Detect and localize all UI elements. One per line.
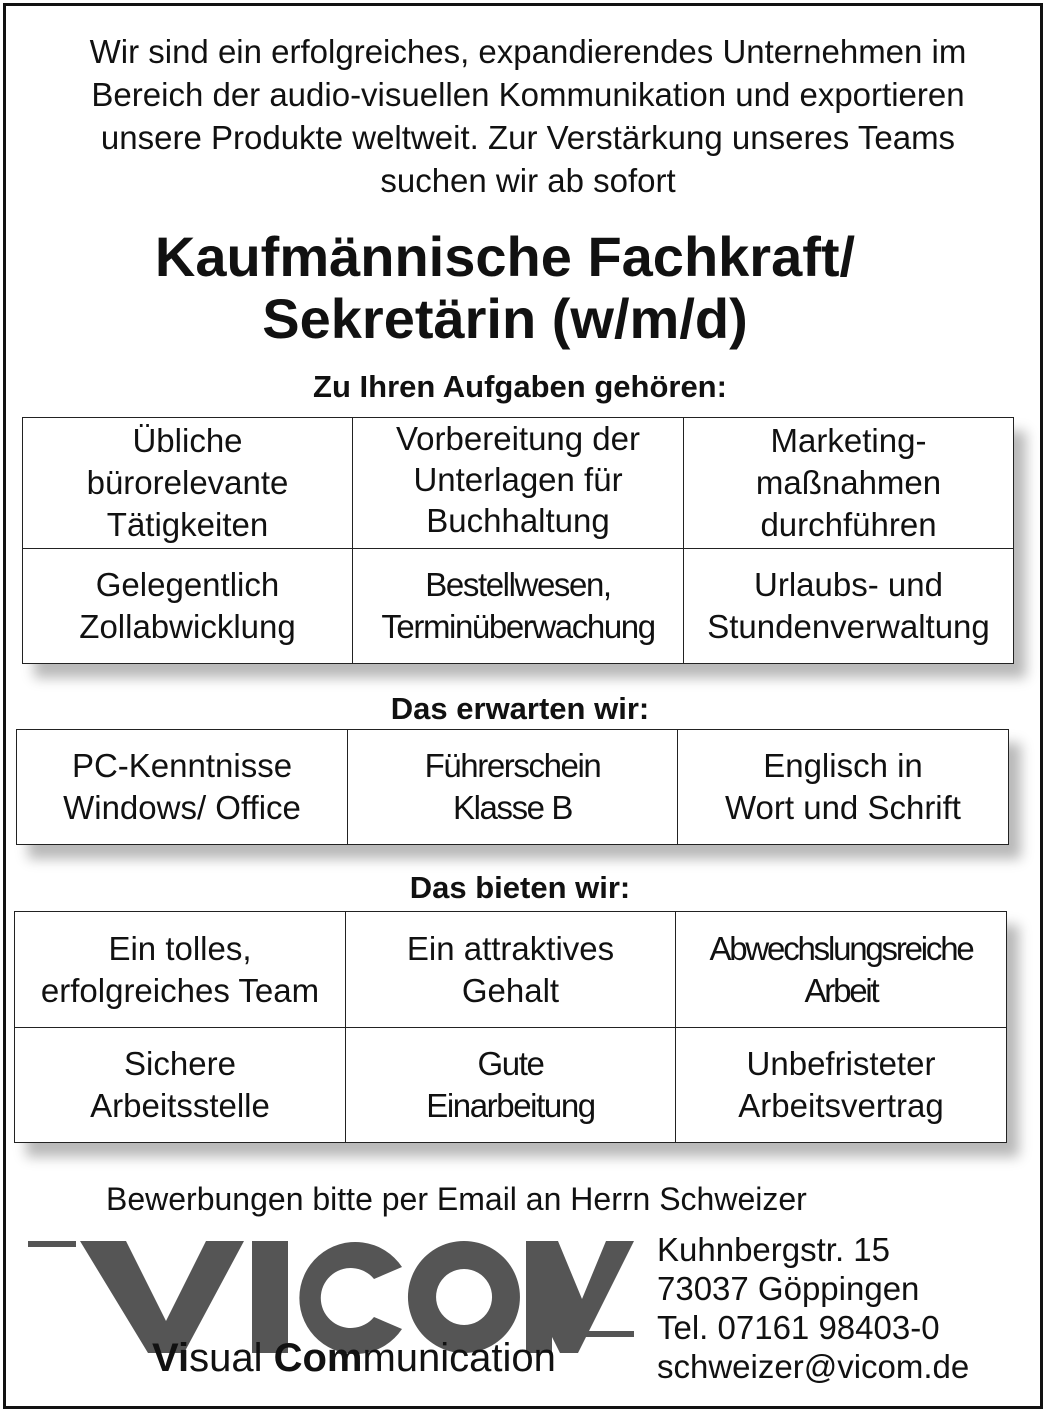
table-cell: Ein tolles, erfolgreiches Team	[15, 912, 346, 1028]
table-cell: Englisch in Wort und Schrift	[678, 730, 1009, 845]
intro-line: unsere Produkte weltweit. Zur Verstärkung unseres Teams	[100, 119, 956, 156]
table-cell: Übliche bürorelevante Tätigkeiten	[23, 418, 353, 549]
logo-tagline: Visual Communication	[152, 1336, 556, 1380]
logo-dash-right	[586, 1331, 634, 1337]
table-cell: Unbefristeter Arbeitsvertrag	[676, 1028, 1007, 1143]
application-note: Bewerbungen bitte per Email an Herrn Schweizer	[106, 1181, 807, 1217]
expect-heading: Das erwarten wir:	[390, 691, 650, 726]
intro-line: Wir sind ein erfolgreiches, expandierendes Unternehmen im	[89, 33, 967, 70]
table-cell: Urlaubs- und Stundenverwaltung	[684, 549, 1014, 664]
table-cell: Abwechslungsreiche Arbeit	[676, 912, 1007, 1028]
offer-table	[14, 911, 1007, 1143]
address-email: schweizer@vicom.de	[657, 1348, 970, 1385]
tasks-table	[22, 417, 1014, 664]
intro-line: Bereich der audio-visuellen Kommunikation und exportieren	[91, 76, 965, 113]
intro-line: suchen wir ab sofort	[380, 162, 676, 199]
intro-text	[20, 30, 1036, 202]
address-city: 73037 Göppingen	[657, 1270, 920, 1307]
table-cell: Sichere Arbeitsstelle	[15, 1028, 346, 1143]
table-cell: Marketing- maßnahmen durchführen	[684, 418, 1014, 549]
table-cell: Vorbereitung der Unterlagen für Buchhaltung	[353, 418, 684, 549]
job-title	[0, 226, 1010, 350]
table-cell: Ein attraktives Gehalt	[346, 912, 676, 1028]
table-cell: PC-Kenntnisse Windows/ Office	[17, 730, 348, 845]
table-cell: Gelegentlich Zollabwicklung	[23, 549, 353, 664]
job-title-line: Kaufmännische Fachkraft/	[154, 225, 856, 288]
address-street: Kuhnbergstr. 15	[657, 1231, 890, 1268]
offer-heading: Das bieten wir:	[409, 870, 631, 905]
table-cell: Führerschein Klasse B	[348, 730, 678, 845]
logo-dash-left	[28, 1241, 76, 1247]
table-cell: Gute Einarbeitung	[346, 1028, 676, 1143]
job-title-line: Sekretärin (w/m/d)	[262, 287, 748, 350]
address-block	[657, 1230, 969, 1386]
expect-table	[16, 729, 1009, 845]
address-phone: Tel. 07161 98403-0	[657, 1309, 940, 1346]
table-cell: Bestellwesen, Terminüberwachung	[353, 549, 684, 664]
tasks-heading: Zu Ihren Aufgaben gehören:	[313, 369, 727, 404]
